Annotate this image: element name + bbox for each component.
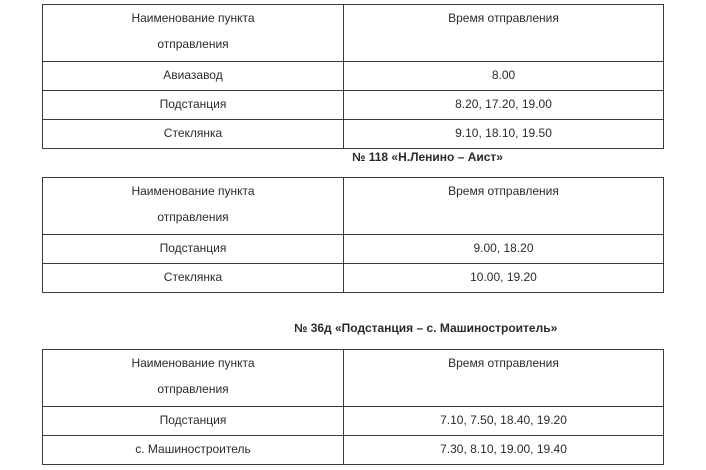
column-header-point: Наименование пункта отправления [43,350,344,407]
departure-times-cell: 10.00, 19.20 [344,264,664,293]
schedule-table-1 [42,4,664,149]
stop-name-cell: Стеклянка [43,264,344,293]
stop-name-cell: с. Машиностроитель [43,436,344,465]
departure-times-cell: 8.00 [344,62,664,91]
column-header-time: Время отправления [344,5,664,62]
departure-times-cell: 8.20, 17.20, 19.00 [344,91,664,120]
table-row [43,235,664,264]
table-header-row [43,178,664,235]
route-heading-36d: № 36д «Подстанция – с. Машиностроитель» [294,321,558,335]
stop-name-cell: Стеклянка [43,120,344,149]
departure-times-cell: 9.10, 18.10, 19.50 [344,120,664,149]
route-heading-118: № 118 «Н.Ленино – Аист» [352,150,503,164]
departure-times-cell: 9.00, 18.20 [344,235,664,264]
column-header-point: Наименование пункта отправления [43,178,344,235]
table-header-row [43,5,664,62]
schedule-table-2 [42,177,664,293]
departure-times-cell: 7.30, 8.10, 19.00, 19.40 [344,436,664,465]
table-row [43,62,664,91]
table-header-row [43,350,664,407]
column-header-time: Время отправления [344,178,664,235]
table-row [43,91,664,120]
stop-name-cell: Подстанция [43,407,344,436]
table-row [43,120,664,149]
table-row [43,407,664,436]
column-header-point: Наименование пункта отправления [43,5,344,62]
table-row [43,264,664,293]
stop-name-cell: Подстанция [43,91,344,120]
stop-name-cell: Подстанция [43,235,344,264]
table-row [43,436,664,465]
departure-times-cell: 7.10, 7.50, 18.40, 19.20 [344,407,664,436]
stop-name-cell: Авиазавод [43,62,344,91]
column-header-time: Время отправления [344,350,664,407]
schedule-table-3 [42,349,664,465]
